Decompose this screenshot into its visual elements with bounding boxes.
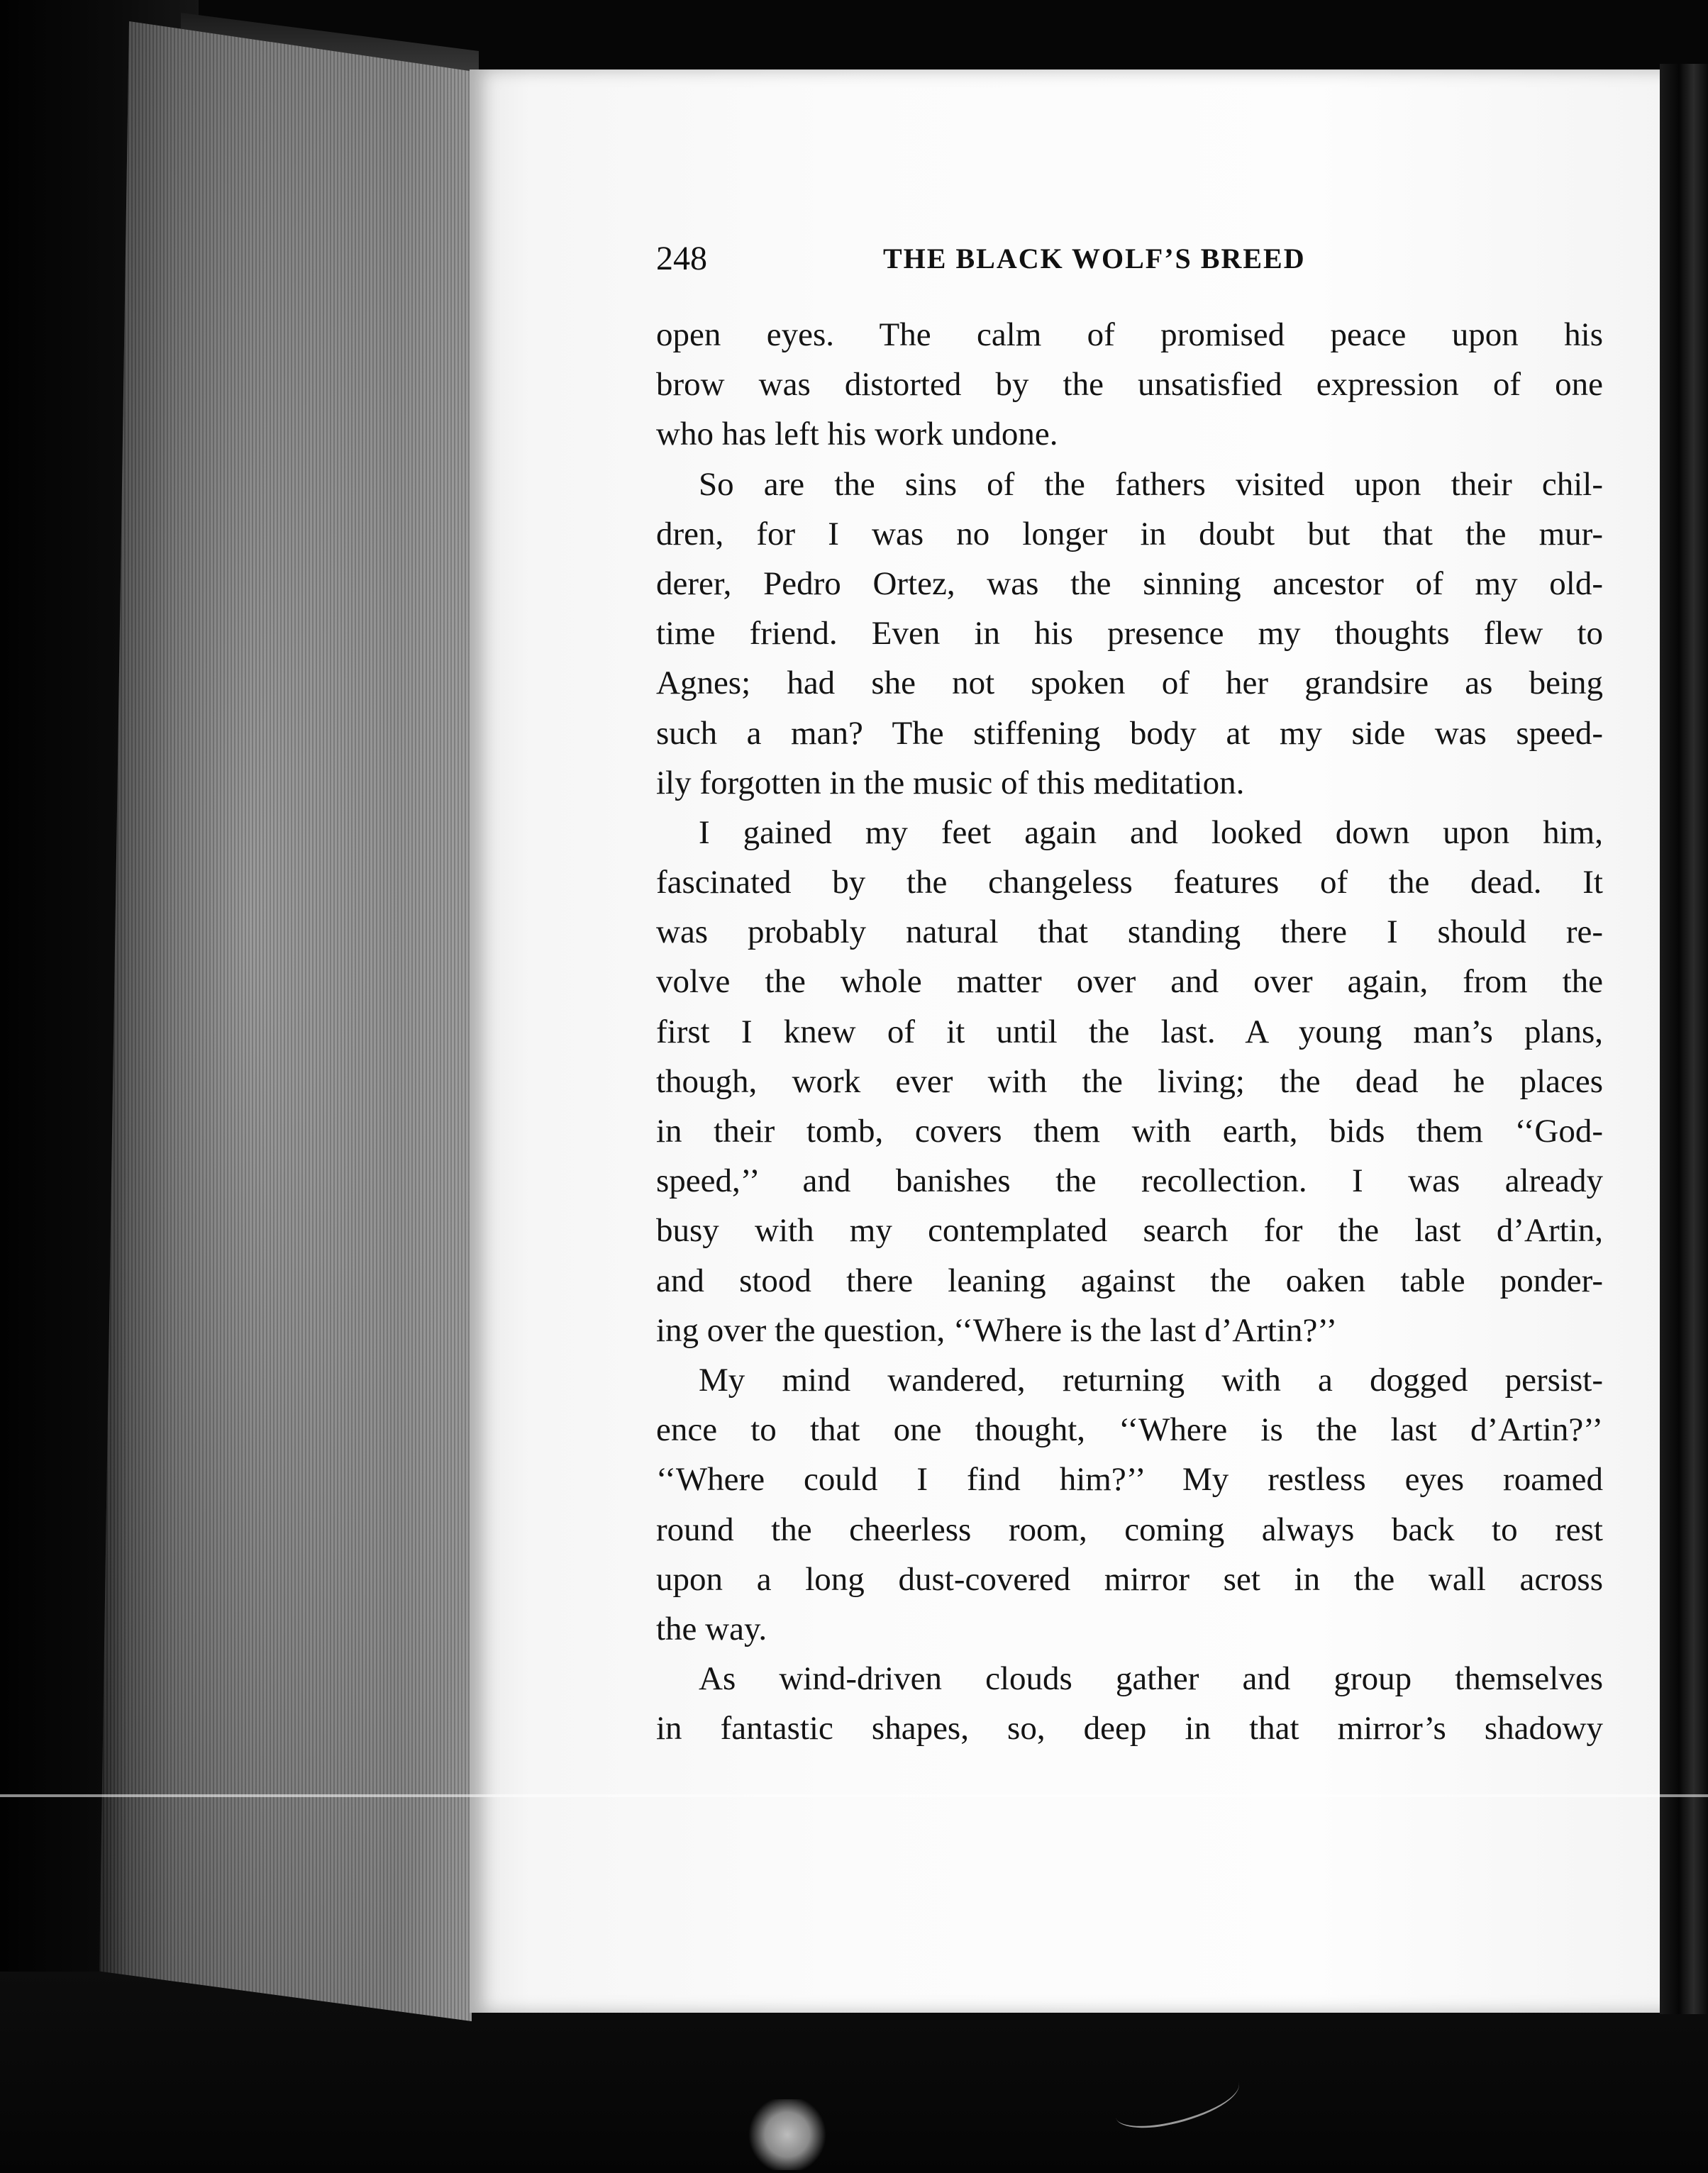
- text-line: speed,’’ and banishes the recollection. I was already: [656, 1162, 1603, 1200]
- running-header: [656, 238, 1621, 280]
- text-line: Agnes; had she not spoken of her grandsire as being: [656, 665, 1603, 702]
- text-line: upon a long dust-covered mirror set in the wall across: [656, 1560, 1603, 1598]
- text-line: in their tomb, covers them with earth, bids them ‘‘God-: [656, 1113, 1603, 1150]
- text-line: ing over the question, ‘‘Where is the last d’Artin?’’: [656, 1311, 1338, 1349]
- text-line: As wind-driven clouds gather and group themselves: [699, 1660, 1603, 1698]
- text-line: the way.: [656, 1610, 767, 1647]
- facing-page-edge: [1660, 64, 1708, 2014]
- text-line: such a man? The stiffening body at my side was speed-: [656, 714, 1603, 752]
- text-line: derer, Pedro Ortez, was the sinning ancestor of my old-: [656, 565, 1603, 602]
- text-line: busy with my contemplated search for the last d’Artin,: [656, 1212, 1603, 1250]
- text-line: though, work ever with the living; the dead he places: [656, 1062, 1603, 1100]
- text-line: in fantastic shapes, so, deep in that mirror’s shadowy: [656, 1710, 1603, 1747]
- text-line: ‘‘Where could I find him?’’ My restless eyes roamed: [656, 1461, 1603, 1499]
- text-line: ence to that one thought, ‘‘Where is the last d’Artin?’’: [656, 1411, 1603, 1449]
- text-line: who has left his work undone.: [656, 416, 1058, 453]
- text-line: volve the whole matter over and over again, from the: [656, 963, 1603, 1001]
- text-line: first I knew of it until the last. A young man’s plans,: [656, 1013, 1603, 1050]
- text-line: fascinated by the changeless features of the dead. It: [656, 864, 1603, 901]
- body-text: [656, 310, 1603, 1753]
- scan-artifact-line: [0, 1794, 1708, 1797]
- text-line: My mind wandered, returning with a dogged persist-: [699, 1361, 1603, 1399]
- running-title: THE BLACK WOLF’S BREED: [883, 243, 1306, 274]
- text-line: time friend. Even in his presence my thoughts flew to: [656, 615, 1603, 652]
- text-line: and stood there leaning against the oaken table ponder-: [656, 1262, 1603, 1299]
- text-line: I gained my feet again and looked down upon him,: [699, 813, 1603, 851]
- text-line: round the cheerless room, coming always back to rest: [656, 1511, 1603, 1548]
- text-line: was probably natural that standing there I should re-: [656, 913, 1603, 951]
- scan-blot: [745, 2099, 830, 2170]
- text-line: open eyes. The calm of promised peace upon his: [656, 316, 1603, 353]
- page-edges-shading: [99, 21, 472, 2021]
- page-number: 248: [656, 240, 707, 277]
- text-line: dren, for I was no longer in doubt but that the mur-: [656, 515, 1603, 552]
- text-line: So are the sins of the fathers visited upon their chil-: [699, 465, 1603, 503]
- text-line: brow was distorted by the unsatisfied expression of one: [656, 366, 1603, 404]
- text-line: ily forgotten in the music of this meditation.: [656, 764, 1245, 801]
